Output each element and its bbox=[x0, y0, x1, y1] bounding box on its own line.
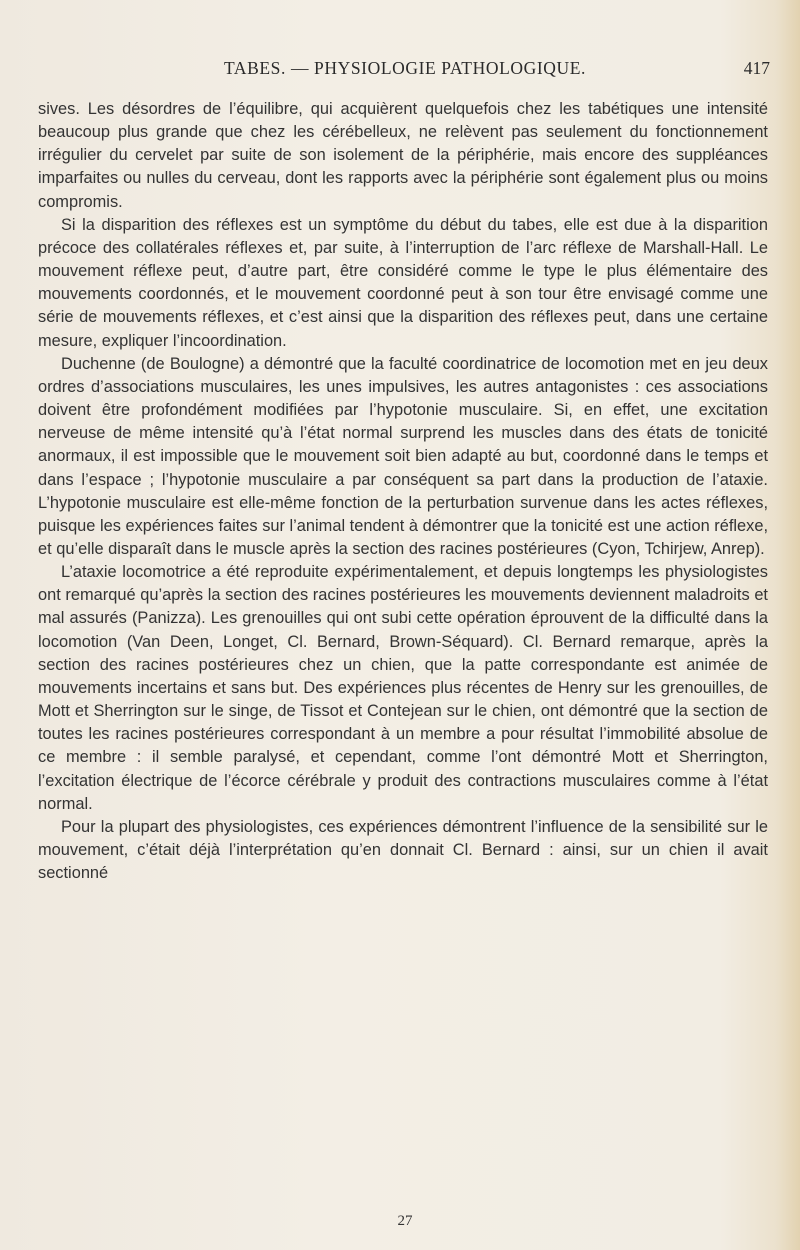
paragraph: Duchenne (de Boulogne) a démontré que la faculté coordinatrice de locomotion met en jeu deux ordres d’associations musculaires, les unes impulsives, les autres antagonistes : ces associations doivent être profondément modifiées par l’hypotonie musculaire. Si, en effet, une excitation nerveuse de même intensité qu’à l’état normal surprend les muscles dans des états de tonicité anormaux, il est impossible que le mouvement soit bien adapté au but, coordonné dans le temps et dans l’espace ; l’hypotonie musculaire a par conséquent sa part dans la production de l’ataxie. L’hypotonie musculaire est elle-même fonction de la perturbation survenue dans les actes réflexes, puisque les expériences faites sur l’animal tendent à démontrer que la tonicité est une action réflexe, et qu’elle disparaît dans le muscle après la section des racines postérieures (Cyon, Tchirjew, Anrep). bbox=[38, 354, 768, 558]
running-header bbox=[40, 58, 770, 82]
header-title: TABES. — PHYSIOLOGIE PATHOLOGIQUE. bbox=[223, 58, 587, 78]
paragraph: sives. Les désordres de l’équilibre, qui acquièrent quelquefois chez les tabétiques une intensité beaucoup plus grande que chez les cérébelleux, ne relèvent pas seulement du fonctionnement irrégulier du cervelet par suite de son isolement de la périphérie, mais encore des suppléances imparfaites ou nulles du cerveau, dont les rapports avec la périphérie sont également plus ou moins compromis. bbox=[38, 100, 768, 211]
paragraph: Si la disparition des réflexes est un symptôme du début du tabes, elle est due à la disparition précoce des collatérales réflexes et, par suite, à l’interruption de l’arc réflexe de Marshall-Hall. Le mouvement réflexe peut, d’autre part, être considéré comme le type le plus élémentaire des mouvements coordonnés, et le mouvement coordonné peut à son tour être envisagé comme une série de mouvements réflexes, et c’est ainsi que la disparition des réflexes peut, dans une certaine mesure, expliquer l’incoordination. bbox=[38, 215, 768, 350]
paragraph: Pour la plupart des physiologistes, ces expériences démontrent l’influence de la sensibilité sur le mouvement, c’était déjà l’interprétation qu’en donnait Cl. Bernard : ainsi, sur un chien il avait sectionné bbox=[38, 817, 768, 883]
body-text bbox=[38, 98, 768, 885]
page-number: 417 bbox=[743, 58, 770, 78]
signature-mark: 27 bbox=[397, 1213, 413, 1229]
paragraph: L’ataxie locomotrice a été reproduite expérimentalement, et depuis longtemps les physiologistes ont remarqué qu’après la section des racines postérieures les mouvements deviennent maladroits et mal assurés (Panizza). Les grenouilles qui ont subi cette opération éprouvent de la difficulté dans la locomotion (Van Deen, Longet, Cl. Bernard, Brown-Séquard). Cl. Bernard remarque, après la section des racines postérieures chez un chien, que la patte correspondante est animée de mouvements incertains et sans but. Des expériences plus récentes de Henry sur les grenouilles, de Mott et Sherrington sur le singe, de Tissot et Contejean sur le chien, ont démontré que la section de toutes les racines postérieures correspondant à un membre a pour résultat l’immobilité absolue de ce membre : il semble paralysé, et cependant, comme l’ont démontré Mott et Sherrington, l’excitation électrique de l’écorce cérébrale y produit des contractions musculaires comme à l’état normal. bbox=[38, 563, 768, 813]
